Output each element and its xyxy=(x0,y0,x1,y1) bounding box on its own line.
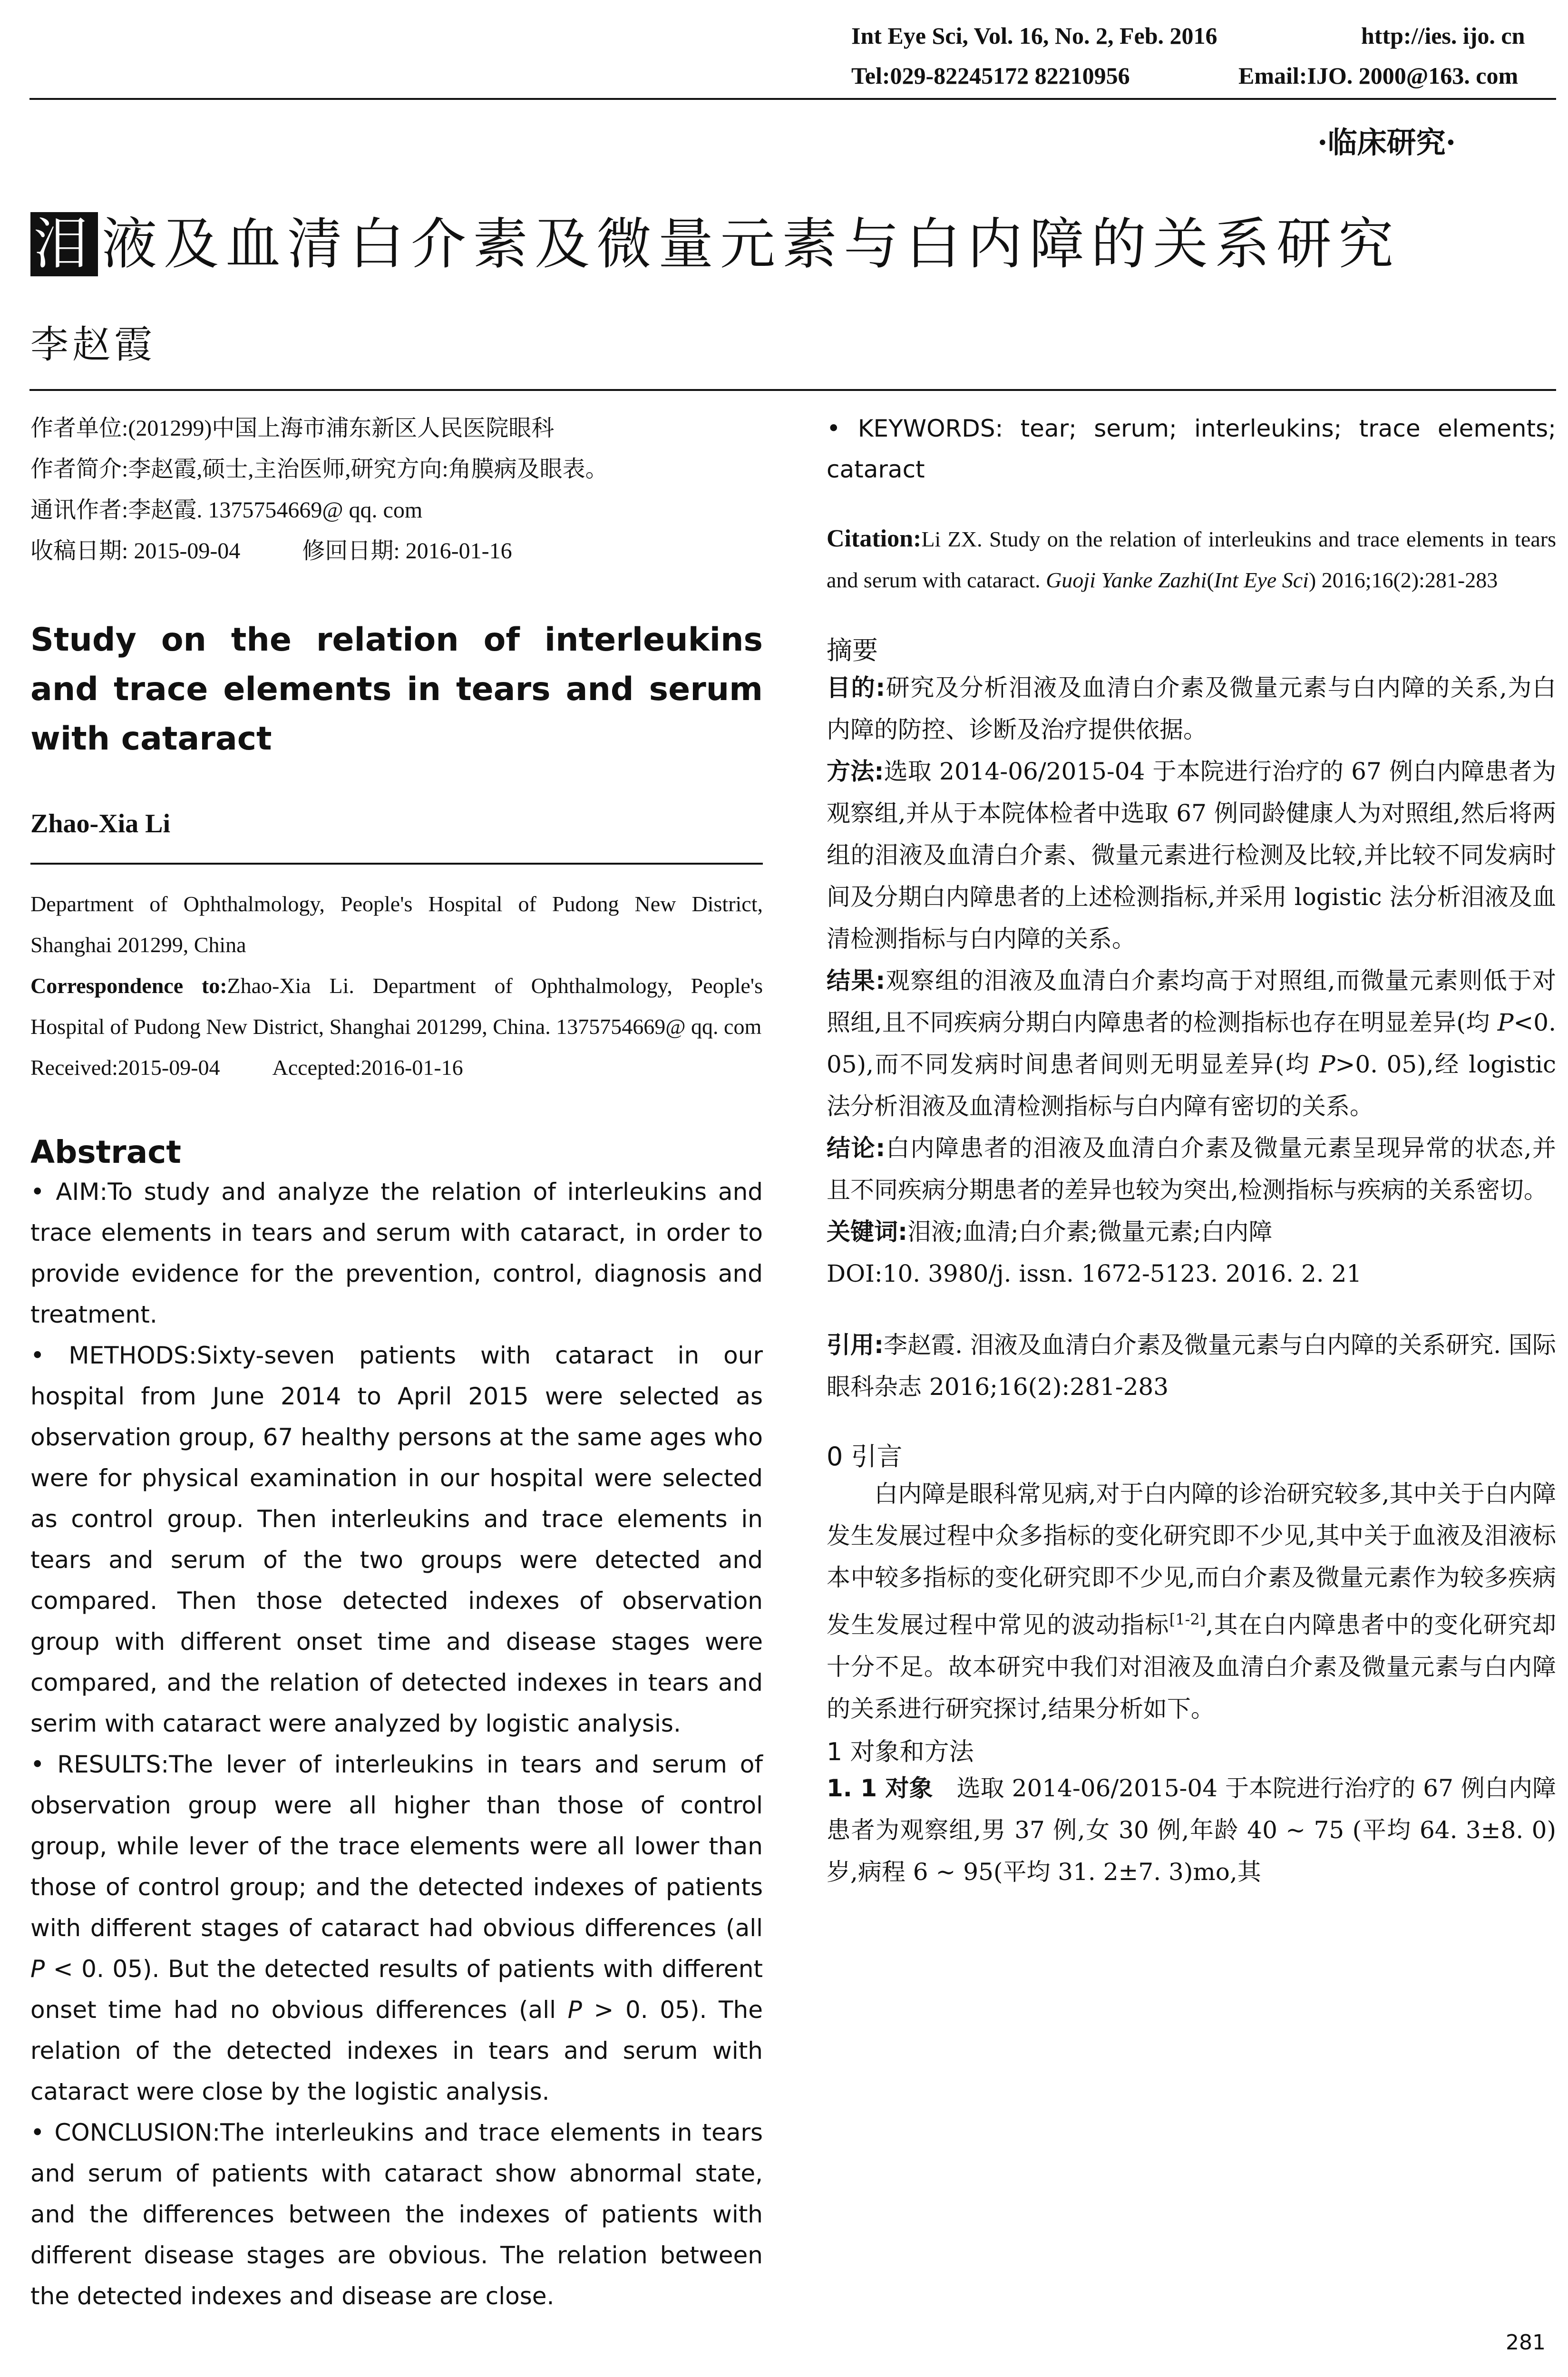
section-label: ·临床研究· xyxy=(1317,125,1456,160)
methods-text: Sixty-seven patients with cataract in our hospital from June 2014 to April 2015 were selected as observation group, 67 healthy persons at the same ages who were for physical examination in our hospital were selected as control group. Then interleukins and trace elements in tears and serum of the two groups were detected and compared. Then those detected indexes of observation group with different onset time and disease stages were compared, and the relation of detected indexes in tears and serim with cataract were analyzed by logistic analysis. xyxy=(30,1342,763,1737)
title-rule xyxy=(29,389,1556,391)
intro-text-b: ,其在白内障患者中的变化研究却十分不足。故本研究中我们对泪液及血清白介素及微量元素与白内障的关系进行研究探讨,结果分析如下。 xyxy=(827,1611,1556,1723)
journal-email: Email:IJO. 2000@163. com xyxy=(1238,62,1519,89)
author-name-zh: 李赵霞 xyxy=(30,322,156,367)
zh-citation-text: 李赵霞. 泪液及血清白介素及微量元素与白内障的关系研究. 国际眼科杂志 2016;16(2):281-283 xyxy=(827,1331,1556,1401)
citation-text-c: ) 2016;16(2):281-283 xyxy=(1308,568,1498,592)
zh-keywords xyxy=(827,1211,1556,1253)
zh-methods xyxy=(827,750,1556,960)
results-text-a: The lever of interleukins in tears and serum of observation group were all higher than those of control group, while lever of the trace elements were all lower than those of control group; and the detected indexes of patients with different stages of cataract had obvious differences (all xyxy=(30,1751,763,1942)
zh-results-text-a: 观察组的泪液及血清白介素均高于对照组,而微量元素则低于对照组,且不同疾病分期白内障患者的检测指标也存在明显差异(均 xyxy=(827,967,1556,1036)
citation-text-a: Li ZX. Study on the relation of interleukins and trace elements in tears and serum with cataract. xyxy=(827,527,1556,592)
zh-abstract-body xyxy=(827,667,1556,1295)
keywords-label: • KEYWORDS: xyxy=(827,415,1003,442)
abstract-aim xyxy=(30,1171,763,1335)
intro-reference: [1-2] xyxy=(1169,1610,1206,1628)
p-symbol: P xyxy=(567,1996,582,2024)
author-dates xyxy=(30,531,763,572)
zh-results-text-c: >0. 05),经 logistic 法分析泪液及血清检测指标与白内障有密切的关系。 xyxy=(827,1051,1556,1120)
journal-citation-line: Int Eye Sci, Vol. 16, No. 2, Feb. 2016 xyxy=(851,22,1217,49)
p-symbol: P xyxy=(30,1955,45,1983)
results-text-c: > 0. 05). The relation of the detected indexes in tears and serum with cataract were close by the logistic analysis. xyxy=(30,1996,763,2105)
results-text-b: < 0. 05). But the detected results of patients with different onset time had no obvious differences (all xyxy=(30,1955,763,2024)
zh-conclusion xyxy=(827,1127,1556,1211)
methods-section-heading: 1 对象和方法 xyxy=(827,1737,974,1766)
zh-aim-label: 目的: xyxy=(827,674,886,701)
zh-results-text-b: <0. 05),而不同发病时间患者间则无明显差异(均 xyxy=(827,1009,1556,1078)
correspondence-text: Zhao-Xia Li. Department of Ophthalmology, People's Hospital of Pudong New District, Shanghai 201299, China. 1375754669@ qq. com xyxy=(30,974,763,1039)
title-first-char: 泪 xyxy=(30,212,98,276)
author-rule xyxy=(30,863,763,865)
affiliation-dates xyxy=(30,1047,763,1088)
right-column xyxy=(827,408,1556,1893)
author-unit: 作者单位:(201299)中国上海市浦东新区人民医院眼科 xyxy=(30,416,555,441)
intro-text-a: 白内障是眼科常见病,对于白内障的诊治研究较多,其中关于白内障发生发展过程中众多指标的变化研究即不少见,其中关于血液及泪液标本中较多指标的变化研究即不少见,而白介素及微量元素作为较多疾病发生发展过程中常见的波动指标 xyxy=(827,1480,1556,1639)
zh-abstract-heading: 摘要 xyxy=(827,635,878,665)
abstract-keywords xyxy=(827,408,1556,490)
citation-abbr: Int Eye Sci xyxy=(1214,568,1309,592)
zh-aim xyxy=(827,667,1556,750)
aim-label: • AIM: xyxy=(30,1178,108,1206)
title-rest: 液及血清白介素及微量元素与白内障的关系研究 xyxy=(102,212,1400,276)
citation-text-b: ( xyxy=(1207,568,1214,592)
zh-keywords-label: 关键词: xyxy=(827,1218,907,1246)
p-symbol: P xyxy=(1497,1009,1514,1036)
zh-results-label: 结果: xyxy=(827,967,886,994)
author-correspondence: 通讯作者:李赵霞. 1375754669@ qq. com xyxy=(30,497,423,523)
journal-url: http://ies. ijo. cn xyxy=(1361,22,1525,49)
english-author: Zhao-Xia Li xyxy=(30,809,171,838)
author-bio: 作者简介:李赵霞,硕士,主治医师,研究方向:角膜病及眼表。 xyxy=(30,457,608,482)
zh-conclusion-text: 白内障患者的泪液及血清白介素及微量元素呈现异常的状态,并且不同疾病分期患者的差异也较为突出,检测指标与疾病的关系密切。 xyxy=(827,1134,1556,1204)
english-title: Study on the relation of interleukins and trace elements in tears and serum with cataract xyxy=(30,621,763,758)
affiliation-dept: Department of Ophthalmology, People's Hospital of Pudong New District, Shanghai 201299, China xyxy=(30,892,763,957)
left-column xyxy=(30,408,763,2317)
citation-journal: Guoji Yanke Zazhi xyxy=(1046,568,1207,592)
intro-paragraph xyxy=(827,1473,1556,1730)
zh-citation-label: 引用: xyxy=(827,1331,884,1359)
zh-citation xyxy=(827,1324,1556,1408)
intro-heading: 0 引言 xyxy=(827,1442,903,1471)
p-symbol: P xyxy=(1319,1051,1335,1078)
zh-methods-text: 选取 2014-06/2015-04 于本院进行治疗的 67 例白内障患者为观察组,并从于本院体检者中选取 67 例同龄健康人为对照组,然后将两组的泪液及血清白介素、微量元素进行检测及比较,并比较不同发病时间及分期白内障患者的上述检测指标,并采用 logistic 法分析泪液及血清检测指标与白内障的关系。 xyxy=(827,758,1556,953)
zh-conclusion-label: 结论: xyxy=(827,1134,886,1162)
abstract-results xyxy=(30,1744,763,2112)
conclusion-text: The interleukins and trace elements in tears and serum of patients with cataract show abnormal state, and the differences between the indexes of patients with different disease stages are obvious. The relation between the detected indexes and disease are close. xyxy=(30,2119,763,2310)
subjects-paragraph xyxy=(827,1767,1556,1893)
intro-body xyxy=(827,1473,1556,1730)
results-label: • RESULTS: xyxy=(30,1751,169,1778)
author-info xyxy=(30,408,763,572)
revised-date-zh: 修回日期: 2016-01-16 xyxy=(302,538,512,564)
accepted-date: Accepted:2016-01-16 xyxy=(272,1055,463,1080)
zh-results xyxy=(827,960,1556,1127)
received-date-zh: 收稿日期: 2015-09-04 xyxy=(30,538,241,564)
page-number: 281 xyxy=(1506,2330,1546,2355)
correspondence-label: Correspondence to: xyxy=(30,974,227,998)
zh-aim-text: 研究及分析泪液及血清白介素及微量元素与白内障的关系,为白内障的防控、诊断及治疗提供依据。 xyxy=(827,674,1556,743)
abstract-continued xyxy=(827,408,1556,490)
affiliation-correspondence xyxy=(30,965,763,1047)
header-rule xyxy=(29,98,1556,100)
conclusion-label: • CONCLUSION: xyxy=(30,2119,221,2146)
keywords-text: tear; serum; interleukins; trace elements; cataract xyxy=(827,415,1556,483)
abstract-heading: Abstract xyxy=(30,1134,181,1170)
received-date: Received:2015-09-04 xyxy=(30,1055,220,1080)
zh-doi: DOI:10. 3980/j. issn. 1672-5123. 2016. 2. 21 xyxy=(827,1260,1362,1287)
zh-methods-label: 方法: xyxy=(827,758,884,785)
abstract-conclusion xyxy=(30,2112,763,2317)
abstract-body xyxy=(30,1171,763,2317)
citation-label: Citation: xyxy=(827,525,922,552)
citation xyxy=(827,518,1556,601)
abstract-methods xyxy=(30,1335,763,1744)
zh-keywords-text: 泪液;血清;白介素;微量元素;白内障 xyxy=(907,1218,1273,1246)
subjects-label: 1. 1 对象 xyxy=(827,1774,933,1802)
subjects-text: 选取 2014-06/2015-04 于本院进行治疗的 67 例白内障患者为观察组,男 37 例,女 30 例,年龄 40 ~ 75 (平均 64. 3±8. 0)岁,病程 6 ~ 95(平均 31. 2±7. 3)mo,其 xyxy=(827,1774,1556,1886)
article-title-zh xyxy=(30,200,1400,279)
subjects-body xyxy=(827,1767,1556,1893)
affiliation xyxy=(30,884,763,1088)
methods-label: • METHODS: xyxy=(30,1342,197,1369)
journal-tel: Tel:029-82245172 82210956 xyxy=(851,62,1130,89)
aim-text: To study and analyze the relation of interleukins and trace elements in tears and serum with cataract, in order to provide evidence for the prevention, control, diagnosis and treatment. xyxy=(30,1178,763,1328)
